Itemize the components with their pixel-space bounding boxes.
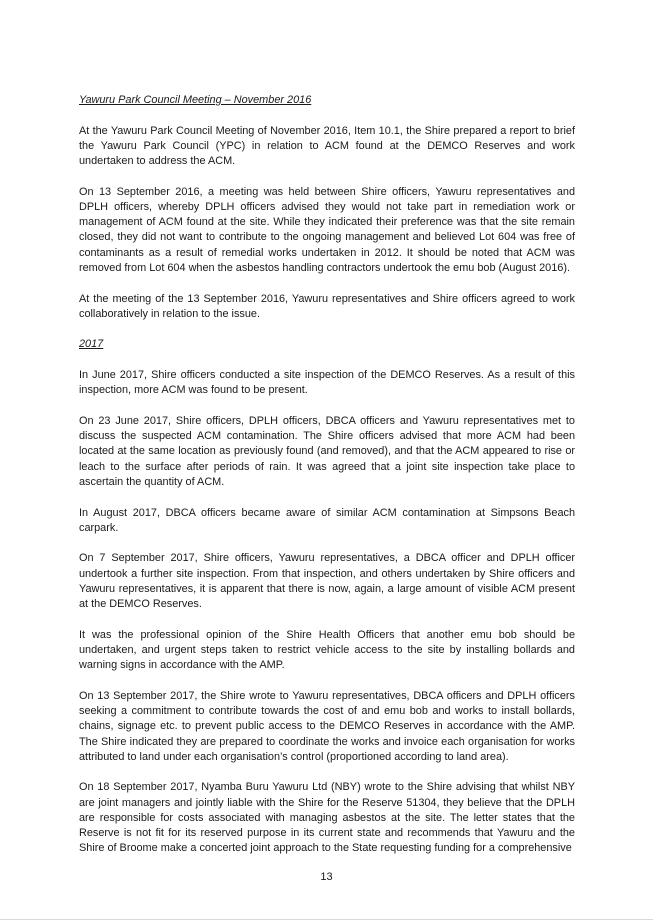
paragraph: On 18 September 2017, Nyamba Buru Yawuru Ltd (NBY) wrote to the Shire advising that whilst NBY are joint managers and jointly liable with the Shire for the Reserve 51304, they believe that the DPLH are responsible for costs associated with managing asbestos at the site. The letter states that the Reserve is not fit for its reserved purpose in its current state and recommends that Yawuru and the Shire of Broome make a concerted joint approach to the State requesting funding for a comprehensive xyxy=(79,781,575,855)
page-bottom-edge xyxy=(0,919,653,920)
paragraph: It was the professional opinion of the Shire Health Officers that another emu bob should be undertaken, and urgent steps taken to restrict vehicle access to the site by installing bollards and warning signs in accordance with the AMP. xyxy=(79,628,575,672)
paragraph: On 23 June 2017, Shire officers, DPLH officers, DBCA officers and Yawuru representatives met to discuss the suspected ACM contamination. The Shire officers advised that more ACM had been located at the same location as previously found (and removed), and that the ACM appeared to rise or leach to the surface after periods of rain. It was agreed that a joint site inspection take place to ascertain the quantity of ACM. xyxy=(79,415,575,488)
paragraph: At the Yawuru Park Council Meeting of November 2016, Item 10.1, the Shire prepared a report to brief the Yawuru Park Council (YPC) in relation to ACM found at the DEMCO Reserves and work undertaken to address the ACM. xyxy=(79,124,575,168)
section-heading: Yawuru Park Council Meeting – November 2016 xyxy=(79,94,312,106)
paragraph: In June 2017, Shire officers conducted a site inspection of the DEMCO Reserves. As a result of this inspection, more ACM was found to be present. xyxy=(79,369,575,397)
document-body xyxy=(79,93,575,872)
paragraph: On 13 September 2017, the Shire wrote to Yawuru representatives, DBCA officers and DPLH officers seeking a commitment to contribute towards the cost of and emu bob and works to install bollards, chains, signage etc. to prevent public access to the DEMCO Reserves in accordance with the AMP. The Shire indicated they are prepared to coordinate the works and invoice each organisation for works attributed to land under each organisation’s control (proportioned according to land area). xyxy=(79,689,575,763)
paragraph: In August 2017, DBCA officers became aware of similar ACM contamination at Simpsons Beach carpark. xyxy=(79,506,575,534)
paragraph: On 13 September 2016, a meeting was held between Shire officers, Yawuru representatives and DPLH officers, whereby DPLH officers advised they would not take part in remediation work or management of ACM found at the site. While they indicated their preference was that the site remain closed, they did not want to contribute to the ongoing management and believed Lot 604 was free of contaminants as a result of remedial works undertaken in 2012. It should be noted that ACM was removed from Lot 604 when the asbestos handling contractors undertook the emu bob (August 2016). xyxy=(79,185,575,274)
paragraph: On 7 September 2017, Shire officers, Yawuru representatives, a DBCA officer and DPLH officer undertook a further site inspection. From that inspection, and others undertaken by Shire officers and Yawuru representatives, it is apparent that there is now, again, a large amount of visible ACM present at the DEMCO Reserves. xyxy=(79,552,575,611)
page-number: 13 xyxy=(320,871,333,883)
year-heading: 2017 xyxy=(79,338,104,351)
paragraph: At the meeting of the 13 September 2016, Yawuru representatives and Shire officers agreed to work collaboratively in relation to the issue. xyxy=(79,292,575,320)
